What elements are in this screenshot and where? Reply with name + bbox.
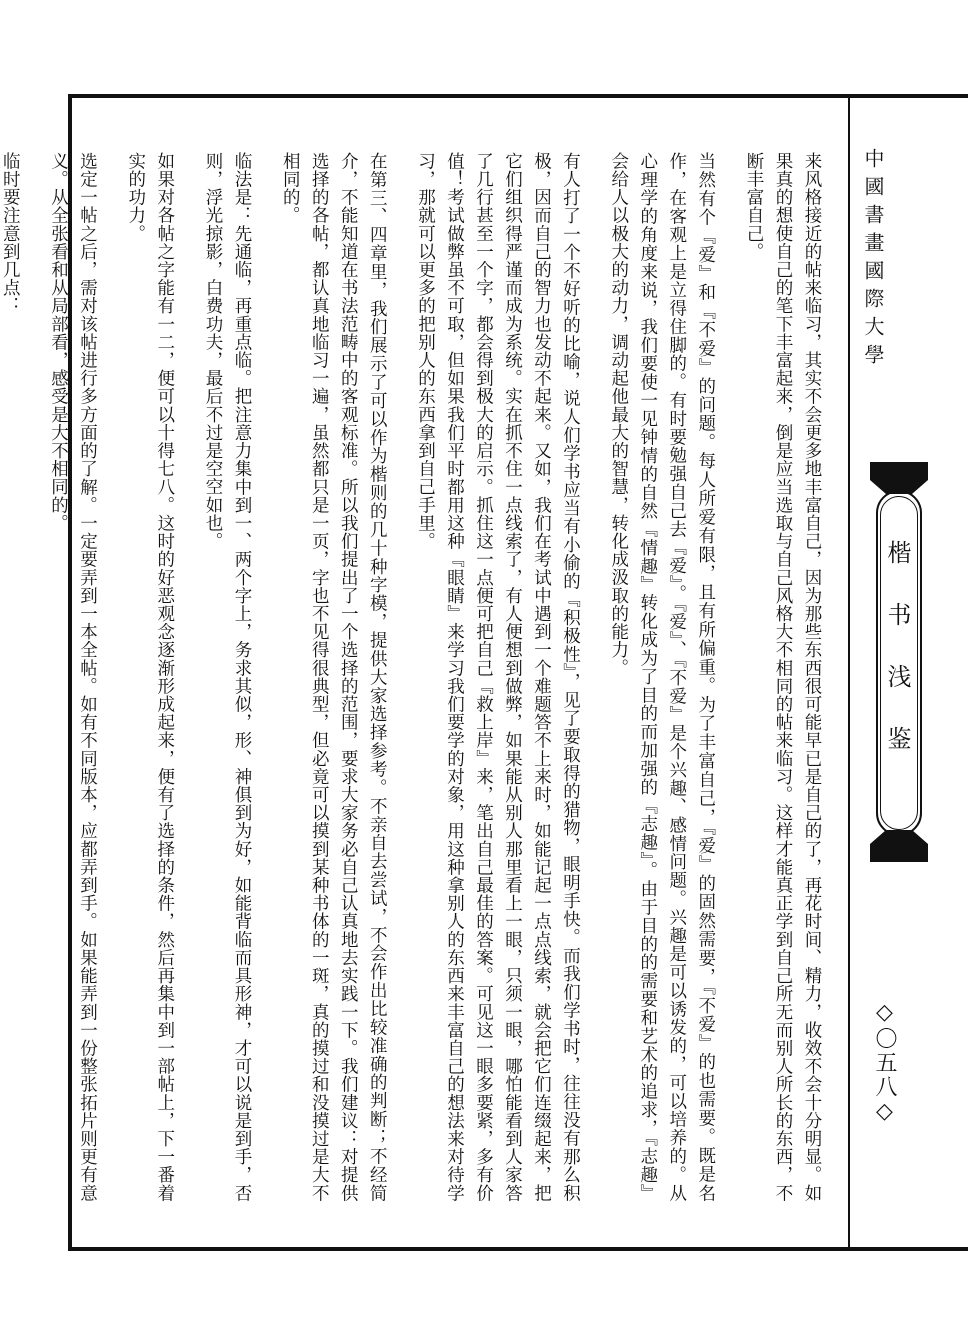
paragraph: 选定一帖之后，需对该帖进行多方面的了解。一定要弄到一本全帖。如有不同版本，应都弄到手。如果能弄到一份整张拓片则更有意义。从全张看和从局部看，感受是大不相同的。: [48, 152, 98, 1202]
paragraph: 如果对各帖之字能有一二，便可以十得七八。这时的好恶观念逐渐形成起来，便有了选择的条件，然后再集中到一部帖上，下一番着实的功力。: [125, 152, 175, 1202]
series-title: 中國書畫國際大學: [861, 148, 885, 372]
paragraph: 临法是：先通临，再重点临。把注意力集中到一、两个字上，务求其似，形、神俱到为好，如能背临而具形神，才可以说是到手，否则，浮光掠影，白费功夫，最后不过是空空如也。: [203, 152, 252, 1202]
paragraph: 来风格接近的帖来临习，其实不会更多地丰富自己，因为那些东西很可能早已是自己的了，再花时间、精力，收效不会十分明显。如果真的想使自己的笔下丰富起来，倒是应当选取与自己风格大不相同的帖来临习。这样才能真正学到自己所无而别人所长的东西，不断丰富自己。: [744, 152, 822, 1202]
paragraph: 在第三、四章里，我们展示了可以作为楷则的几十种字模，提供大家选择参考。不亲自去尝试，不会作出比较准确的判断；不经简介，不能知道在书法范畴中的客观标准。所以我们提出了一个选择的范围，要求大家务必自己认真地去实践一下。我们建议：对提供选择的各帖，都认真地临习一遍，虽然都只是一页，字也不见得很典型，但必竟可以摸到某种书体的一斑，真的摸过和没摸过是大不相同的。: [280, 152, 388, 1202]
margin-divider: [848, 94, 850, 1251]
paragraph: 临时要注意到几点：: [0, 152, 21, 315]
main-text-column: [0, 152, 826, 1202]
page-number: ◇〇五八◇: [872, 1000, 897, 1126]
paragraph: 当然有个『爱』和『不爱』的问题。每人所爱有限，且有所偏重。为了丰富自己，『爱』的固然需要，『不爱』的也需要。既是名作，在客观上是立得住脚的。有时要勉强自己去『爱』。『爱』、『不爱』是个兴趣、感情问题。兴趣是可以诱发的，可以培养的。从心理学的角度来说，我们要使一见钟情的自然『情趣』转化成为了目的而加强的『志趣』。由于目的的需要和艺术的追求，『志趣』会给人以极大的动力，调动起他最大的智慧，转化成汲取的能力。: [608, 152, 716, 1202]
book-title: 楷书浅鉴: [883, 540, 911, 788]
title-cap-bottom-ornament: [868, 828, 930, 864]
paragraph: 有人打了一个不好听的比喻，说人们学书应当有小偷的『积极性』，见了要取得的猎物，眼明手快。而我们学书时，往往没有那么积极，因而自己的智力也发动不起来。又如，我们在考试中遇到一个难题答不上来时，如能记起一点点线索，就会把它们连缀起来，把它们组织得严谨而成为系统。实在抓不住一点线索了，有人便想到做弊，如果能从别人那里看上一眼，只须一眼，哪怕能看到人家答了几行甚至一个字，都会得到极大的启示。抓住这一点便可把自己『救上岸』来，笔出自己最佳的答案。可见这一眼多要紧，多有价值！考试做弊虽不可取，但如果我们平时都用这种『眼睛』来学习我们要学的对象，用这种拿别人的东西来丰富自己的想法来对待学习，那就可以更多的把别人的东西拿到自己手里。: [415, 152, 581, 1202]
